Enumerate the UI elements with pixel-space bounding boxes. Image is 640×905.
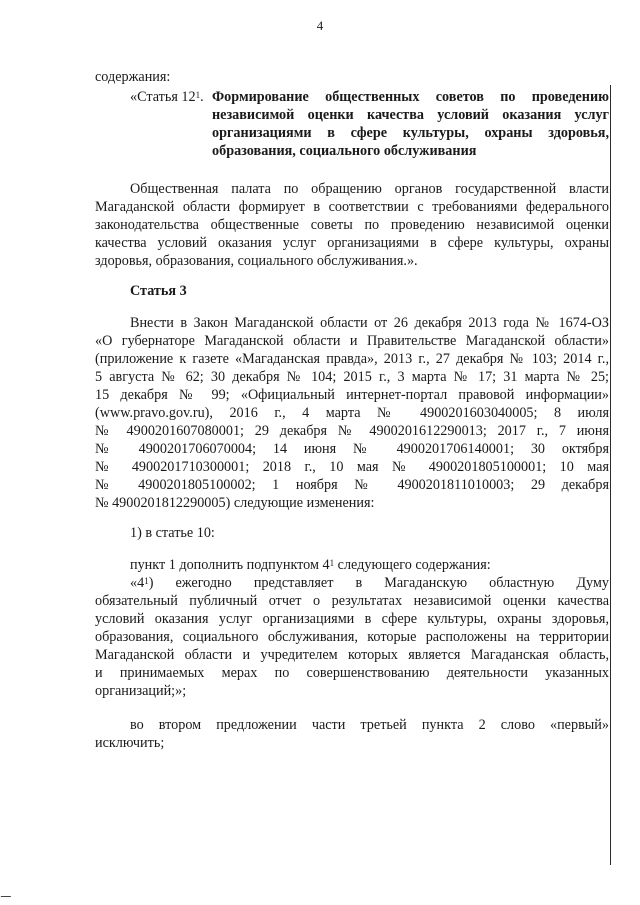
article-12-title-line: организациями в сфере культуры, охраны здоровья, (212, 125, 609, 141)
article-3-line: «О губернаторе Магаданской области и Правительстве Магаданской области» (95, 333, 609, 349)
intro-text: содержания: (95, 69, 171, 85)
quote-line: и принимаемых мерах по совершенствованию деятельности указанных (95, 665, 609, 681)
article-3-line: № 4900201706070004; 14 июня № 4900201706140001; 30 октября (95, 441, 609, 457)
article-3-line: № 4900201710300001; 2018 г., 10 мая № 4900201805100001; 10 мая (95, 459, 609, 475)
quote-line: Магаданской области и учредителем которых является Магаданская область, (95, 647, 609, 663)
scan-mark (1, 892, 14, 897)
article-3-line: (приложение к газете «Магаданская правда», 2013 г., 27 декабря № 103; 2014 г., (95, 351, 609, 367)
article-3-line: № 4900201805100002; 1 ноября № 4900201811010003; 29 декабря (95, 477, 609, 493)
item-1-label: 1) в статье 10: (130, 525, 215, 541)
article-3-heading: Статья 3 (130, 283, 187, 299)
page-number: 4 (316, 18, 324, 33)
quote-line: организаций;»; (95, 683, 187, 699)
article-12-title-line: независимой оценки качества условий оказания услуг (212, 107, 609, 123)
quote-line: образования, социального обслуживания, которые расположены на территории (95, 629, 609, 645)
article-12-body-line: здоровья, образования, социального обслуживания.». (95, 253, 418, 269)
scan-edge-line (610, 85, 611, 865)
article-3-line: 15 декабря № 99; «Официальный интернет-портал правовой информации» (95, 387, 609, 403)
quote-first-line: «$4^1$) ежегодно представляет в Магаданскую областную Думу (130, 575, 609, 591)
article-3-line: № 4900201812290005) следующие изменения: (95, 495, 375, 511)
article-3-line: (www.pravo.gov.ru), 2016 г., 4 марта № 4900201603040005; 8 июля (95, 405, 609, 421)
article-12-title-line: образования, социального обслуживания (212, 143, 477, 159)
item-1-second-line: во втором предложении части третьей пункта 2 слово «первый» (130, 717, 609, 733)
article-12-body-line: Магаданской области формирует в соответствии с требованиями федерального (95, 199, 609, 215)
article-3-line: № 4900201607080001; 29 декабря № 4900201612290013; 2017 г., 7 июня (95, 423, 609, 439)
article-12-label: «Статья $12^1$. (130, 89, 204, 105)
article-3-line: Внести в Закон Магаданской области от 26 декабря 2013 года № 1674-ОЗ (130, 315, 609, 331)
quote-line: условий оказания услуг организациями в сфере культуры, охраны здоровья, (95, 611, 609, 627)
article-12-body-line: качества условий оказания услуг организациями в сфере культуры, охраны (95, 235, 609, 251)
article-12-body-line: Общественная палата по обращению органов государственной власти (130, 181, 609, 197)
quote-line: обязательный публичный отчет о результатах независимой оценки качества (95, 593, 609, 609)
article-3-line: 5 августа № 62; 30 декабря № 104; 2015 г., 3 марта № 17; 31 марта № 25; (95, 369, 609, 385)
article-12-body-line: законодательства общественные советы по проведению независимой оценки (95, 217, 609, 233)
item-1-intro: пункт 1 дополнить подпунктом $4^1$ следующего содержания: (130, 557, 491, 573)
item-1-second-line: исключить; (95, 735, 165, 751)
article-12-title-line: Формирование общественных советов по проведению (212, 89, 609, 105)
